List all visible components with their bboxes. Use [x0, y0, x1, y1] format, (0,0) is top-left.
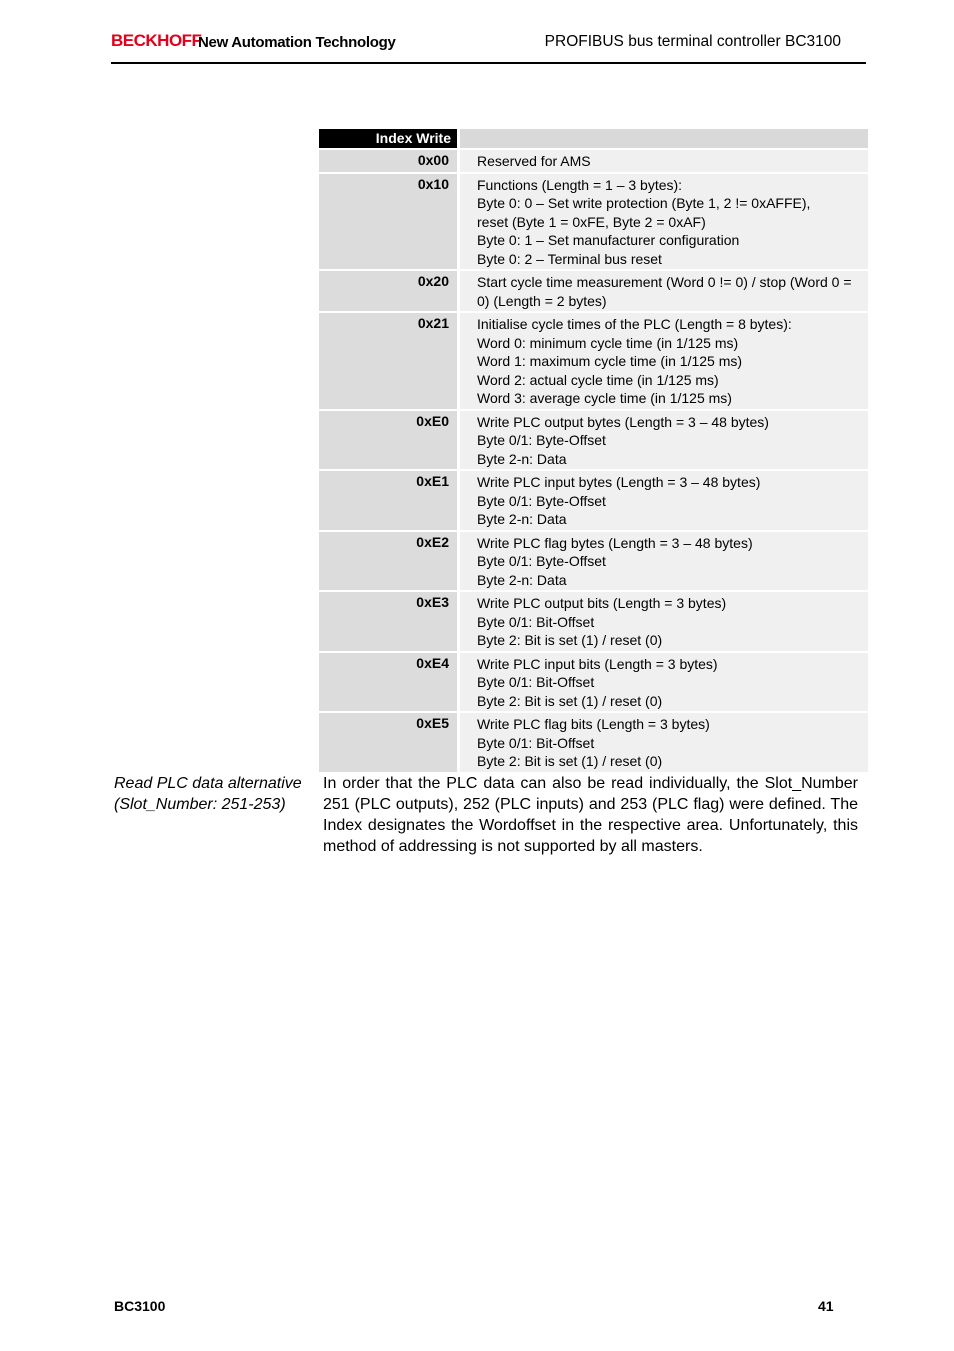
table-row: [319, 711, 868, 772]
description-line: Functions (Length = 1 – 3 bytes):: [477, 176, 683, 193]
description-line: Byte 0: 1 – Set manufacturer configuration: [477, 232, 740, 248]
table-row: [319, 311, 868, 409]
description-cell: [460, 269, 868, 311]
description-line: Byte 2-n: Data: [477, 571, 567, 588]
section-side-label: [114, 773, 314, 815]
index-cell: 0xE0: [319, 409, 460, 470]
description-line: reset (Byte 1 = 0xFE, Byte 2 = 0xAF): [477, 213, 706, 230]
description-line: Byte 0/1: Bit-Offset: [477, 734, 595, 751]
table-row: [319, 469, 868, 530]
description-line: Start cycle time measurement (Word 0 != 0) / stop (Word 0 = 0) (Length = 2 bytes): [477, 274, 852, 309]
description-line: Word 2: actual cycle time (in 1/125 ms): [477, 371, 719, 388]
index-cell: 0x10: [319, 172, 460, 270]
description-line: Byte 2-n: Data: [477, 511, 567, 527]
index-cell: 0xE1: [319, 469, 460, 530]
description-line: Initialise cycle times of the PLC (Length = 8 bytes):: [477, 316, 792, 332]
index-cell: 0x21: [319, 311, 460, 409]
page-number: 41: [818, 1298, 834, 1314]
table-row: [319, 590, 868, 651]
table-row: [319, 651, 868, 712]
index-cell: 0xE2: [319, 530, 460, 591]
description-line: Byte 0/1: Bit-Offset: [477, 674, 595, 690]
description-column-header: [460, 129, 868, 148]
index-write-table: [319, 129, 868, 772]
description-line: Write PLC flag bits (Length = 3 bytes): [477, 716, 710, 732]
beckhoff-logo: BECKHOFF: [111, 31, 202, 50]
description-cell: [460, 469, 868, 530]
description-cell: [460, 148, 868, 172]
company-tagline: New Automation Technology: [198, 34, 396, 51]
description-line: Word 1: maximum cycle time (in 1/125 ms): [477, 353, 743, 369]
index-cell: 0xE4: [319, 651, 460, 712]
table-row: [319, 172, 868, 270]
description-line: Byte 2-n: Data: [477, 450, 567, 467]
description-cell: [460, 651, 868, 712]
description-line: Byte 2: Bit is set (1) / reset (0): [477, 632, 663, 648]
description-line: Byte 0/1: Bit-Offset: [477, 613, 595, 630]
description-line: Write PLC input bytes (Length = 3 – 48 bytes): [477, 474, 761, 490]
page-header: [111, 28, 866, 64]
index-cell: 0xE5: [319, 711, 460, 772]
table-row: [319, 530, 868, 591]
table-row: [319, 409, 868, 470]
description-cell: [460, 409, 868, 470]
footer-product: BC3100: [114, 1298, 166, 1314]
side-label-line-1: Read PLC data alternative: [114, 775, 302, 792]
document-title: PROFIBUS bus terminal controller BC3100: [544, 33, 841, 50]
description-cell: [460, 530, 868, 591]
description-line: Write PLC output bits (Length = 3 bytes): [477, 595, 727, 611]
index-cell: 0x00: [319, 148, 460, 172]
table-row: [319, 148, 868, 172]
description-line: Word 0: minimum cycle time (in 1/125 ms): [477, 334, 739, 351]
description-line: Byte 2: Bit is set (1) / reset (0): [477, 753, 663, 769]
description-line: Write PLC flag bytes (Length = 3 – 48 bytes): [477, 534, 753, 551]
description-line: Word 3: average cycle time (in 1/125 ms): [477, 390, 732, 406]
description-cell: [460, 311, 868, 409]
table-row: [319, 269, 868, 311]
description-cell: [460, 590, 868, 651]
description-line: Write PLC input bits (Length = 3 bytes): [477, 655, 718, 672]
description-line: Reserved for AMS: [477, 153, 591, 169]
description-line: Byte 2: Bit is set (1) / reset (0): [477, 692, 663, 709]
description-cell: [460, 711, 868, 772]
section-body-text: In order that the PLC data can also be read individually, the Slot_Number 251 (PLC outputs), 252 (PLC inputs) and 253 (PLC flag) were defined. The Index designates the Wordoffset in the respective area. Unfortunately, this method of addressing is not supported by all masters.: [323, 775, 858, 855]
description-line: Byte 0: 0 – Set write protection (Byte 1, 2 != 0xAFFE),: [477, 195, 811, 211]
index-column-header: Index Write: [319, 129, 460, 148]
description-line: Write PLC output bytes (Length = 3 – 48 bytes): [477, 413, 769, 430]
index-cell: 0xE3: [319, 590, 460, 651]
description-line: Byte 0/1: Byte-Offset: [477, 432, 606, 448]
description-line: Byte 0: 2 – Terminal bus reset: [477, 250, 662, 267]
description-cell: [460, 172, 868, 270]
side-label-line-2: (Slot_Number: 251-253): [114, 796, 286, 813]
description-line: Byte 0/1: Byte-Offset: [477, 492, 606, 509]
description-line: Byte 0/1: Byte-Offset: [477, 553, 606, 569]
index-cell: 0x20: [319, 269, 460, 311]
table-header-row: [319, 129, 868, 148]
